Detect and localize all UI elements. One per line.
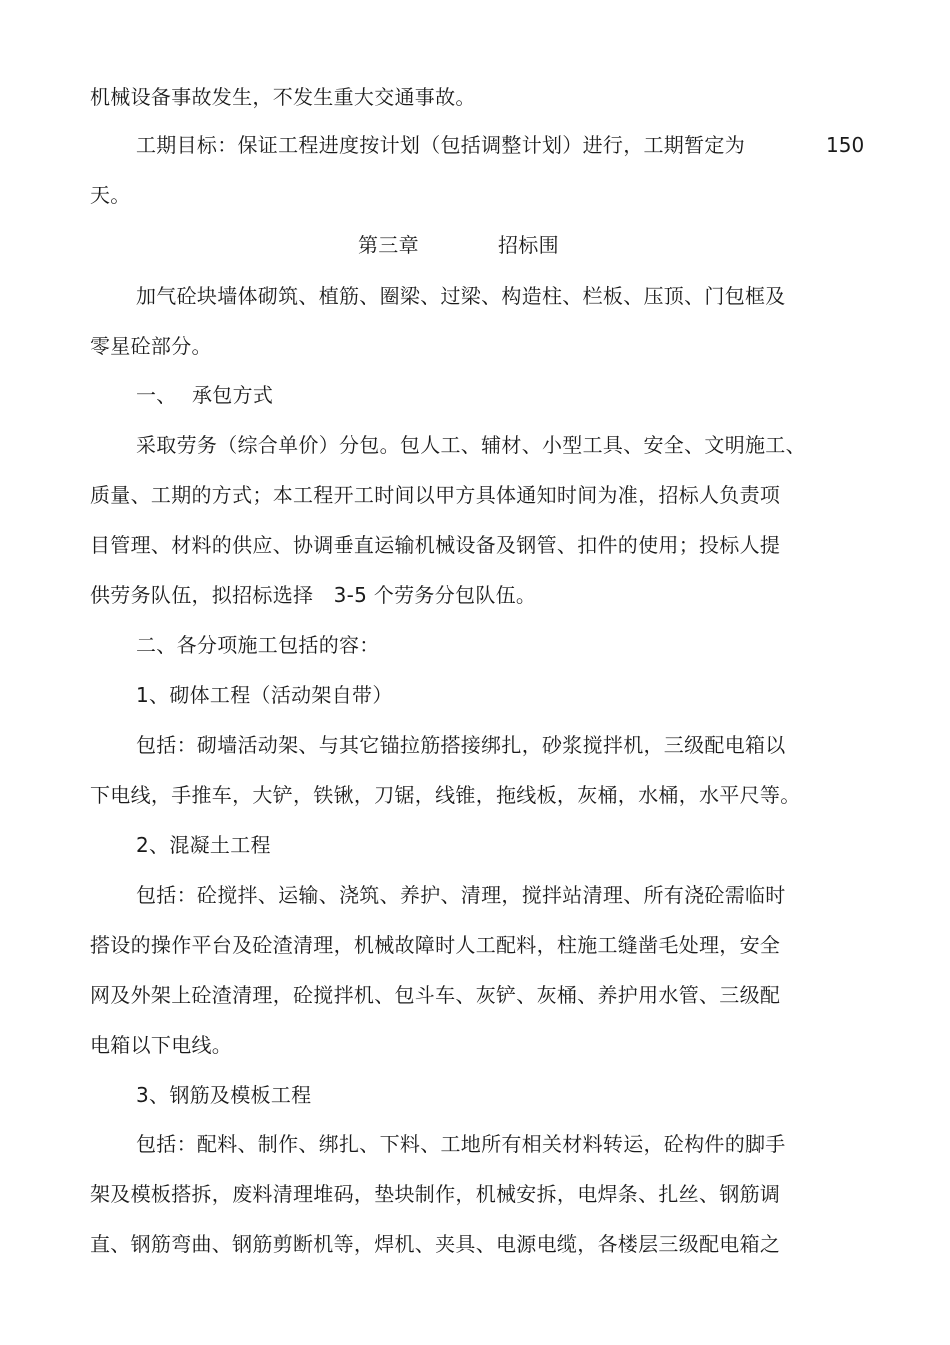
paragraph-line: 下电线，手推车，大铲，铁锹，刀锯，线锥，拖线板，灰桶，水桶，水平尺等。 <box>90 783 801 807</box>
paragraph-line: 零星砼部分。 <box>90 334 212 358</box>
paragraph-line: 直、钢筋弯曲、钢筋剪断机等，焊机、夹具、电源电缆，各楼层三级配电箱之 <box>90 1232 781 1256</box>
paragraph-line: 加气砼块墙体砌筑、植筋、圈梁、过梁、构造柱、栏板、压顶、门包框及 <box>136 284 786 308</box>
section-heading: 二、各分项施工包括的容： <box>136 633 380 657</box>
subsection-heading: 1、砌体工程（活动架自带） <box>136 683 393 707</box>
paragraph-line: 机械设备事故发生，不发生重大交通事故。 <box>90 85 476 109</box>
paragraph-line: 包括：配料、制作、绑扎、下料、工地所有相关材料转运，砼构件的脚手 <box>136 1132 786 1156</box>
chapter-number: 第三章 <box>358 233 419 257</box>
paragraph-line: 搭设的操作平台及砼渣清理，机械故障时人工配料，柱施工缝凿毛处理，安全 <box>90 933 781 957</box>
schedule-target-line: 工期目标：保证工程进度按计划（包括调整计划）进行，工期暂定为 <box>136 133 745 157</box>
paragraph-line: 包括：砼搅拌、运输、浇筑、养护、清理，搅拌站清理、所有浇砼需临时 <box>136 883 786 907</box>
paragraph-line: 包括：砌墙活动架、与其它锚拉筋搭接绑扎，砂浆搅拌机，三级配电箱以 <box>136 733 786 757</box>
paragraph-line: 网及外架上砼渣清理，砼搅拌机、包斗车、灰铲、灰桶、养护用水管、三级配 <box>90 983 781 1007</box>
paragraph-line: 电箱以下电线。 <box>90 1033 233 1057</box>
paragraph-line: 天。 <box>90 183 131 207</box>
paragraph-line: 供劳务队伍，拟招标选择 3-5 个劳务分包队伍。 <box>90 583 537 607</box>
paragraph-line: 目管理、材料的供应、协调垂直运输机械设备及钢管、扣件的使用；投标人提 <box>90 533 781 557</box>
schedule-days-value: 150 <box>826 133 865 157</box>
section-number: 一、 <box>136 383 177 407</box>
subsection-heading: 3、钢筋及模板工程 <box>136 1083 312 1107</box>
paragraph-line: 架及模板搭拆，废料清理堆码，垫块制作，机械安拆，电焊条、扎丝、钢筋调 <box>90 1182 781 1206</box>
subsection-heading: 2、混凝土工程 <box>136 833 271 857</box>
section-heading: 承包方式 <box>192 383 274 407</box>
chapter-title: 招标围 <box>498 233 559 257</box>
paragraph-line: 质量、工期的方式；本工程开工时间以甲方具体通知时间为准，招标人负责项 <box>90 483 781 507</box>
paragraph-line: 采取劳务（综合单价）分包。包人工、辅材、小型工具、安全、文明施工、 <box>136 433 806 457</box>
